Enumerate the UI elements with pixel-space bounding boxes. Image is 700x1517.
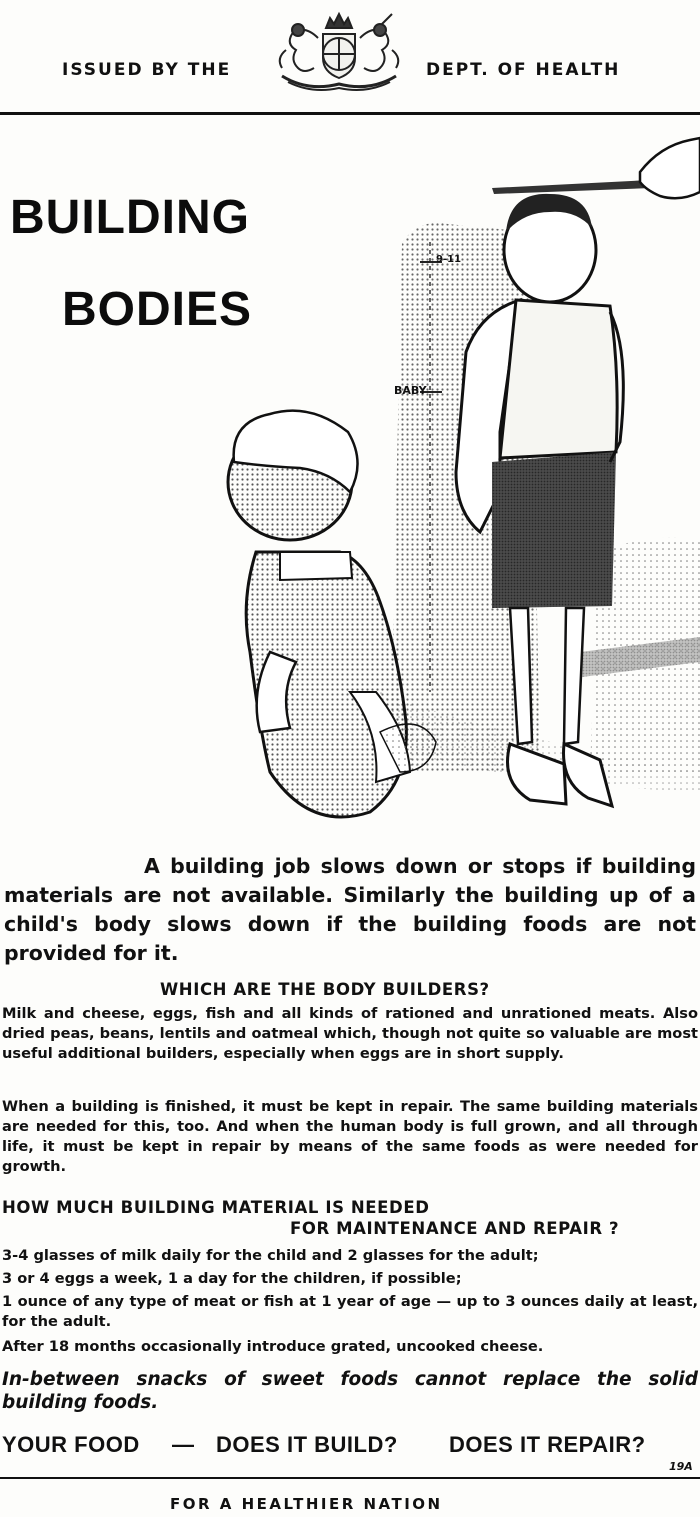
question-how-much-line1: HOW MUCH BUILDING MATERIAL IS NEEDED (2, 1198, 430, 1217)
footer-rule (0, 1477, 700, 1479)
question-body-builders: WHICH ARE THE BODY BUILDERS? (160, 980, 490, 999)
dept-of-health-text: DEPT. OF HEALTH (426, 60, 621, 80)
children-being-measured-illustration (180, 132, 700, 850)
list-item: 1 ounce of any type of meat or fish at 1 year of age — up to 3 ounces daily at least, for the adult. (2, 1293, 698, 1330)
headline-building: BUILDING (10, 191, 250, 244)
slogan-your-food: YOUR FOOD (2, 1432, 140, 1457)
wall-mark-top: 9-11 (436, 254, 462, 265)
paragraph-body-builders: Milk and cheese, eggs, fish and all kinds of rationed and unrationed meats. Also dried peas, beans, lentils and oatmeal which, though not quite so valuable are most useful additional builders, especially when eggs are in short supply. (2, 1005, 698, 1062)
issued-by-text: ISSUED BY THE (62, 60, 232, 80)
slogan-dash: — (172, 1432, 195, 1457)
paragraph-repair: When a building is finished, it must be kept in repair. The same building materials are needed for this, too. And when the human body is full grown, and all through life, it must be kept in repair by means of the same foods as were needed for growth. (2, 1098, 698, 1175)
intro-text: A building job slows down or stops if building materials are not available. Similarly the building up of a child's body slows down if the building foods are not provided for it. (4, 854, 696, 965)
list-item: 3-4 glasses of milk daily for the child and 2 glasses for the adult; (2, 1247, 539, 1264)
royal-coat-of-arms-icon (268, 10, 410, 94)
header-rule (0, 112, 700, 115)
wall-mark-baby: BABY (394, 384, 427, 397)
slogan-does-it-repair: DOES IT REPAIR? (449, 1432, 646, 1457)
question-how-much-line2: FOR MAINTENANCE AND REPAIR ? (290, 1219, 620, 1238)
footer-text: FOR A HEALTHIER NATION (170, 1495, 443, 1513)
list-item: 3 or 4 eggs a week, 1 a day for the children, if possible; (2, 1270, 462, 1287)
headline-bodies: BODIES (62, 283, 253, 336)
intro-paragraph (4, 852, 696, 968)
list-item: After 18 months occasionally introduce grated, uncooked cheese. (2, 1338, 544, 1355)
italic-note: In-between snacks of sweet foods cannot replace the solid building foods. (2, 1369, 698, 1413)
slogan-does-it-build: DOES IT BUILD? (216, 1432, 398, 1457)
reference-code: 19A (669, 1460, 693, 1473)
